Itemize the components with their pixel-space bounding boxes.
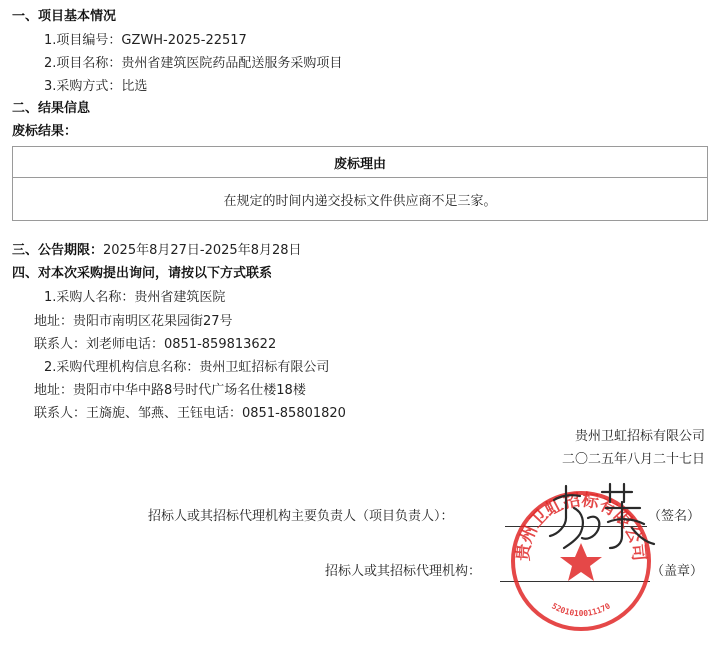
seal-code-text: 5201010011170 xyxy=(550,601,612,619)
footer-company: 贵州卫虹招标有限公司 xyxy=(574,429,705,444)
agency-address: 地址：贵阳市中华中路8号时代广场名仕楼18楼 xyxy=(34,383,306,398)
sign-suffix: （签名） xyxy=(648,509,701,524)
purchaser-address: 地址：贵阳市南明区花果园街27号 xyxy=(34,314,233,329)
project-name: 2.项目名称：贵州省建筑医院药品配送服务采购项目 xyxy=(44,56,343,71)
failed-bid-result-label: 废标结果： xyxy=(12,124,78,139)
failed-bid-table xyxy=(12,146,708,221)
table-header-reason: 废标理由 xyxy=(13,147,708,178)
announcement-period xyxy=(12,242,302,260)
section4-heading: 四、对本次采购提出询问，请按以下方式联系 xyxy=(12,266,273,281)
announcement-period-value: 2025年8月27日-2025年8月28日 xyxy=(103,243,302,258)
agency-name: 2.采购代理机构信息名称：贵州卫虹招标有限公司 xyxy=(44,360,330,375)
seal-company-text: 贵州卫虹招标有限公司 xyxy=(513,490,649,562)
signer-label: 招标人或其招标代理机构主要负责人（项目负责人）： xyxy=(148,509,454,524)
svg-text:5201010011170 xyxy=(550,601,612,618)
agency-contact: 联系人：王旖旎、邹燕、王钰电话：0851-85801820 xyxy=(34,406,346,421)
section2-heading: 二、结果信息 xyxy=(12,101,91,116)
announcement-period-label: 三、公告期限： xyxy=(12,243,104,258)
footer-date: 二〇二五年八月二十七日 xyxy=(561,452,705,467)
project-number: 1.项目编号：GZWH-2025-22517 xyxy=(44,33,247,48)
table-cell-reason: 在规定的时间内递交投标文件供应商不足三家。 xyxy=(13,178,708,221)
purchaser-name: 1.采购人名称：贵州省建筑医院 xyxy=(44,290,226,305)
procurement-method: 3.采购方式：比选 xyxy=(44,79,148,94)
handwritten-signature xyxy=(536,478,696,564)
seal-suffix: （盖章） xyxy=(651,564,704,579)
section1-heading: 一、项目基本情况 xyxy=(12,9,117,24)
org-label: 招标人或其招标代理机构： xyxy=(325,564,482,579)
purchaser-contact: 联系人：刘老师电话：0851-859813622 xyxy=(34,337,277,352)
